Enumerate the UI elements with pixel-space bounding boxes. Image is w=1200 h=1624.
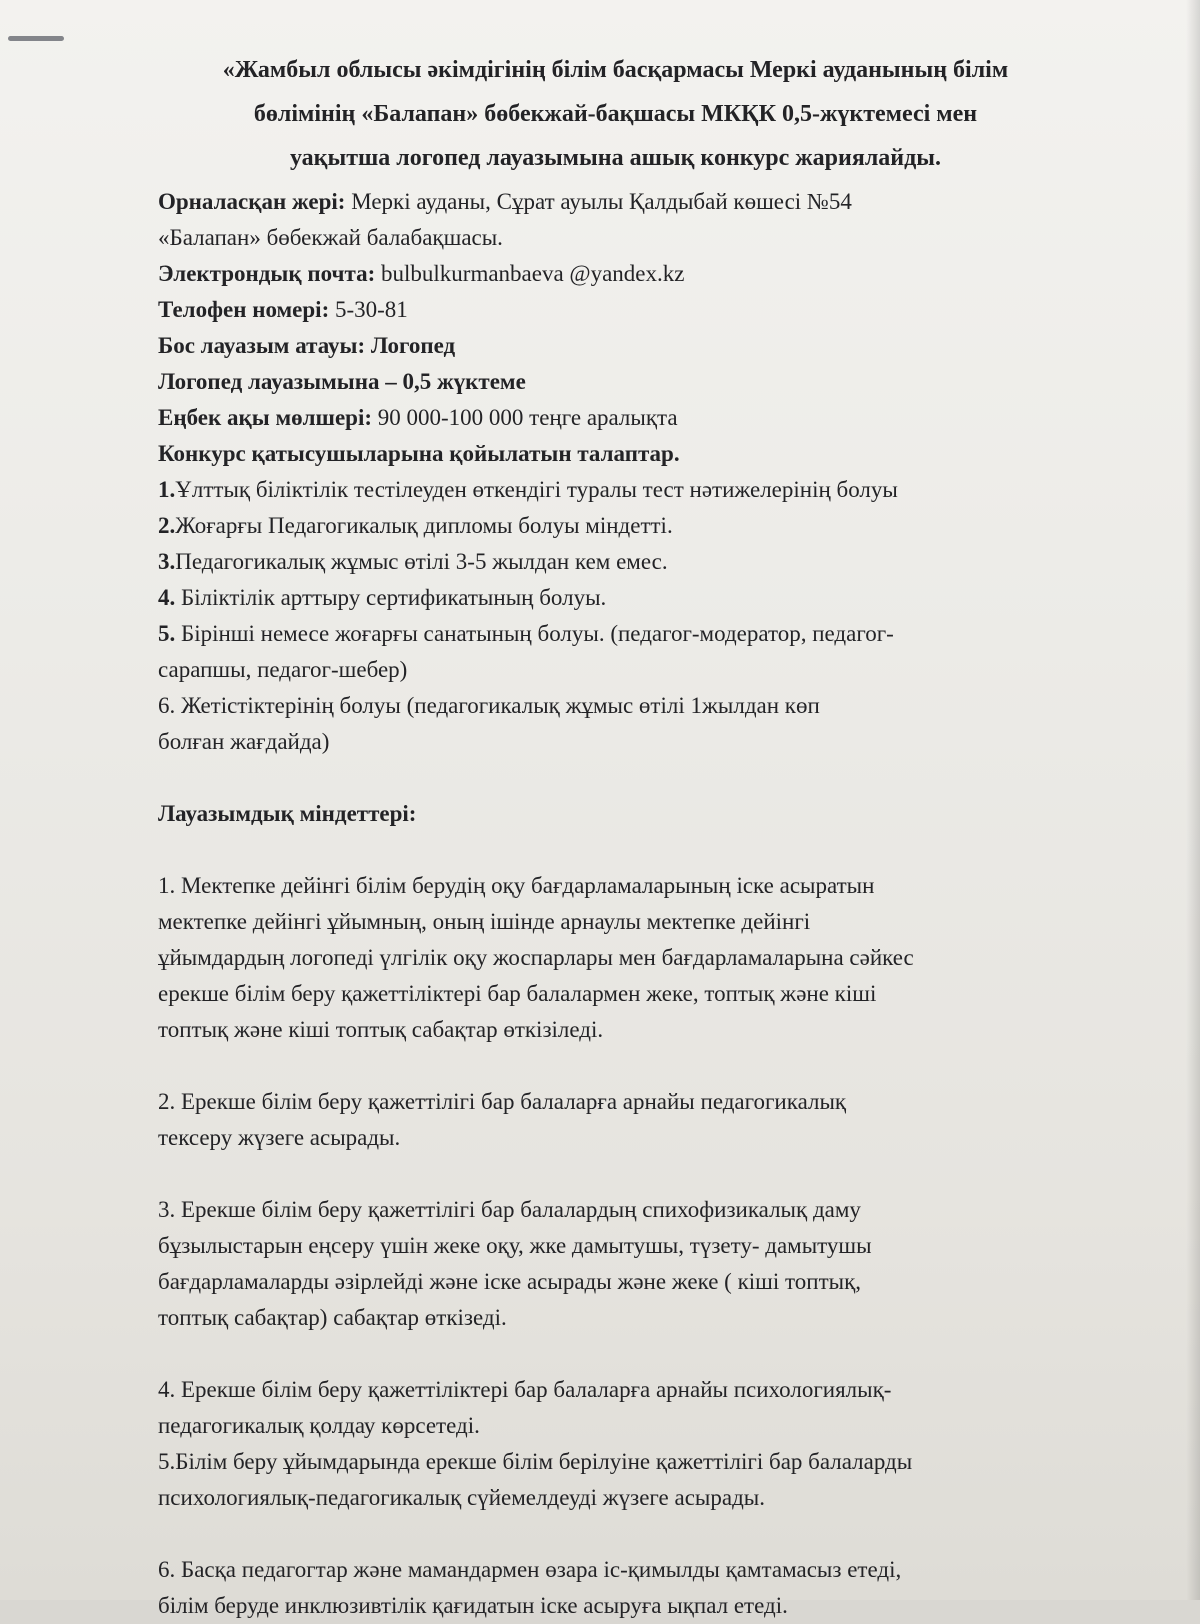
location-row <box>158 184 1093 220</box>
duty-line: 3. Ерекше білім беру қажеттілігі бар балалардың спихофизикалық даму <box>158 1197 861 1222</box>
salary-value: 90 000-100 000 теңге аралықта <box>377 405 678 430</box>
duty-line: педагогикалық қолдау көрсетеді. <box>158 1413 480 1438</box>
duty-paragraph <box>158 1552 1093 1624</box>
email-row <box>158 256 1093 292</box>
phone-label: Телофен номері: <box>158 297 330 322</box>
duty-paragraph <box>158 1372 1093 1444</box>
duty-line: 6. Басқа педагогтар және мамандармен өзара іс-қимылды қамтамасыз етеді, <box>158 1557 902 1582</box>
requirement-number: 5. <box>158 621 176 646</box>
duty-paragraph <box>158 1084 1093 1156</box>
location-label: Орналасқан жері: <box>158 189 346 214</box>
duty-line: білім беруде инклюзивтілік қағидатын іске асыруға ықпал етеді. <box>158 1593 788 1618</box>
requirement-text: Бірінші немесе жоғарғы санатының болуы. (педагог-модератор, педагог- <box>175 621 894 646</box>
duty-line: бұзылыстарын еңсеру үшін жеке оқу, жке дамытушы, түзету- дамытушы <box>158 1233 872 1258</box>
spacer <box>158 1516 1093 1552</box>
requirement-text-continued: сарапшы, педагог-шебер) <box>158 657 408 682</box>
requirement-number: 1. <box>158 477 176 502</box>
position-value: Логопед <box>370 333 456 358</box>
requirement-text-continued: болған жағдайда) <box>158 729 330 754</box>
requirement-item <box>158 508 1093 544</box>
spacer <box>158 832 1093 868</box>
requirement-item <box>158 544 1093 580</box>
load-row: Логопед лауазымына – 0,5 жүктеме <box>158 369 526 394</box>
duty-line: ұйымдардың логопеді үлгілік оқу жоспарлары мен бағдарламаларына сәйкес <box>158 945 914 970</box>
duty-paragraph <box>158 1444 1093 1516</box>
duty-line: бағдарламаларды әзірлейді және іске асырады және жеке ( кіші топтық, <box>158 1269 861 1294</box>
duty-line: психологиялық-педагогикалық сүйемелдеуді жүзеге асырады. <box>158 1485 765 1510</box>
duty-line: 4. Ерекше білім беру қажеттіліктері бар балаларға арнайы психологиялық- <box>158 1377 892 1402</box>
position-row <box>158 328 1093 364</box>
phone-value: 5-30-81 <box>334 297 408 322</box>
duty-line: ерекше білім беру қажеттіліктері бар балалармен жеке, топтық және кіші <box>158 981 877 1006</box>
location-value: Меркі ауданы, Сұрат ауылы Қалдыбай көшесі №54 <box>351 189 852 214</box>
duty-paragraph <box>158 1192 1093 1336</box>
document-title <box>138 48 1093 180</box>
requirement-item <box>158 472 1093 508</box>
salary-row <box>158 400 1093 436</box>
spacer <box>158 1048 1093 1084</box>
title-line-1: «Жамбыл облысы әкімдігінің білім басқармасы Меркі ауданының білім <box>222 57 1009 83</box>
location-value-2: «Балапан» бөбекжай балабақшасы. <box>158 225 503 250</box>
title-line-3: уақытша логопед лауазымына ашық конкурс жариялайды. <box>290 145 941 171</box>
page-edge-shadow <box>1186 0 1200 1600</box>
requirement-text: Ұлттық біліктілік тестілеуден өткендігі туралы тест нәтижелерінің болуы <box>175 477 898 502</box>
phone-row <box>158 292 1093 328</box>
pen-mark <box>8 36 64 41</box>
requirement-number: 2. <box>158 513 176 538</box>
email-label: Электрондық почта: <box>158 261 376 286</box>
requirements-heading: Конкурс қатысушыларына қойылатын талаптар. <box>158 441 680 466</box>
requirement-number: 4. <box>158 585 176 610</box>
spacer <box>158 1156 1093 1192</box>
requirement-text: Біліктілік арттыру сертификатының болуы. <box>175 585 607 610</box>
requirement-item: 6. Жетістіктерінің болуы (педагогикалық жұмыс өтілі 1жылдан көп <box>158 693 820 718</box>
duty-line: 1. Мектепке дейінгі білім берудің оқу бағдарламаларының іске асыратын <box>158 873 875 898</box>
requirement-item <box>158 580 1093 616</box>
requirement-number: 3. <box>158 549 176 574</box>
duty-line: 5.Білім беру ұйымдарында ерекше білім берілуіне қажеттілігі бар балаларды <box>158 1449 913 1474</box>
email-value: bulbulkurmanbaeva @yandex.kz <box>381 261 685 286</box>
salary-label: Еңбек ақы мөлшері: <box>158 405 372 430</box>
title-line-2: бөлімінің «Балапан» бөбекжай-бақшасы МКҚК 0,5-жүктемесі мен <box>253 101 978 127</box>
duty-paragraph <box>158 868 1093 1048</box>
duty-line: 2. Ерекше білім беру қажеттілігі бар балаларға арнайы педагогикалық <box>158 1089 847 1114</box>
duty-line: топтық және кіші топтық сабақтар өткізіледі. <box>158 1017 604 1042</box>
duty-line: мектепке дейінгі ұйымның, оның ішінде арнаулы мектепке дейінгі <box>158 909 811 934</box>
document-body <box>158 48 1093 1624</box>
requirement-item <box>158 616 1093 652</box>
requirement-text: Педагогикалық жұмыс өтілі 3-5 жылдан кем емес. <box>175 549 668 574</box>
duty-line: топтық сабақтар) сабақтар өткізеді. <box>158 1305 507 1330</box>
spacer <box>158 1336 1093 1372</box>
position-label: Бос лауазым атауы: <box>158 333 366 358</box>
requirement-text: Жоғарғы Педагогикалық дипломы болуы міндетті. <box>175 513 673 538</box>
spacer <box>158 760 1093 796</box>
duties-heading: Лауазымдық міндеттері: <box>158 801 417 826</box>
duty-line: тексеру жүзеге асырады. <box>158 1125 401 1150</box>
